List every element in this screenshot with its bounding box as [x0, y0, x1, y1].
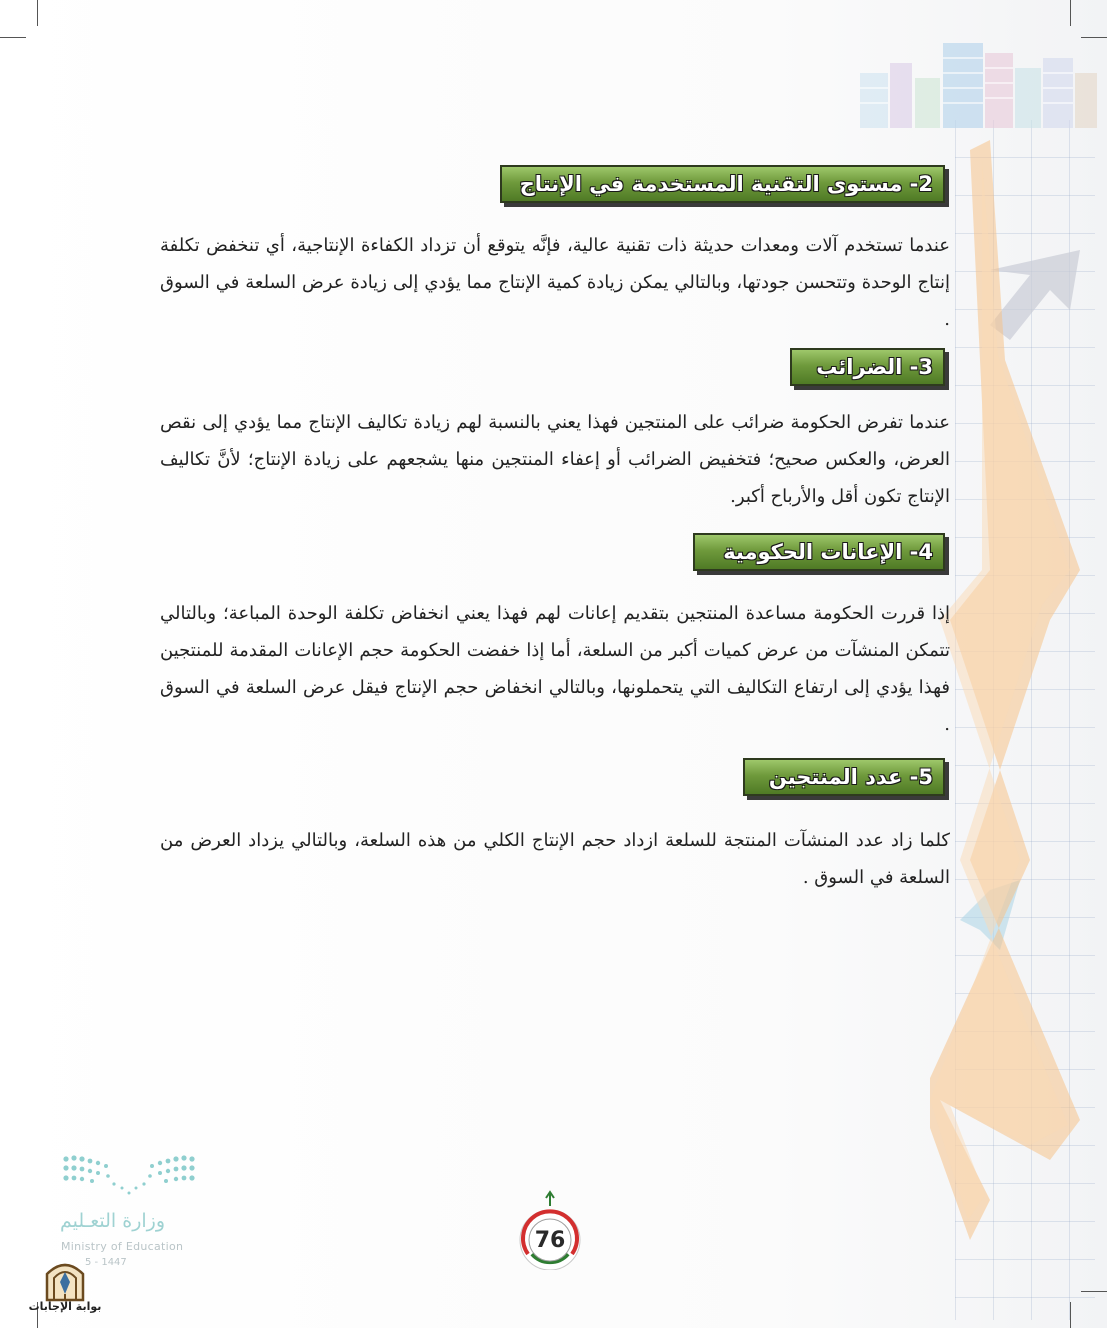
portal-logo-icon — [44, 1256, 86, 1302]
section-heading-taxes — [790, 348, 945, 386]
portal-name: بوابة الإجابات — [28, 1300, 102, 1313]
heading-text: 2- مستوى التقنية المستخدمة في الإنتاج — [519, 172, 933, 196]
section-heading-technology — [500, 165, 945, 203]
heading-text: 4- الإعانات الحكومية — [723, 540, 933, 564]
section-paragraph-producers: كلما زاد عدد المنشآت المنتجة للسلعة ازداد حجم الإنتاج الكلي من هذه السلعة، وبالتالي يزداد العرض من السلعة في السوق . — [160, 830, 950, 888]
page-number: 76 — [534, 1228, 566, 1253]
section-heading-subsidies — [693, 533, 945, 571]
crop-mark — [37, 0, 38, 26]
ministry-logo-icon — [62, 1153, 197, 1199]
crop-mark — [0, 37, 26, 38]
heading-text: 3- الضرائب — [816, 355, 933, 379]
crop-mark — [1070, 0, 1071, 26]
ministry-name-english: Ministry of Education — [61, 1240, 184, 1253]
heading-text: 5- عدد المنتجين — [768, 765, 933, 789]
ministry-name-arabic: وزارة التعـليم — [60, 1210, 166, 1232]
section-paragraph-taxes: عندما تفرض الحكومة ضرائب على المنتجين فهذا يعني بالنسبة لهم زيادة تكاليف الإنتاج مما يؤدي إلى نقص العرض، والعكس صحيح؛ فتخفيض الضرائب أو إعفاء المنتجين منها يشجعهم على زيادة الإنتاج؛ لأنَّ تكاليف الإنتاج تكون أقل والأرباح أكبر. — [160, 412, 950, 507]
edition-year: 5 - 1447 — [85, 1257, 127, 1268]
section-heading-producers — [743, 758, 945, 796]
page-number-badge — [512, 1190, 588, 1270]
section-paragraph-technology: عندما تستخدم آلات ومعدات حديثة ذات تقنية عالية، فإنَّه يتوقع أن تزداد الكفاءة الإنتاجية، أي تنخفض تكلفة إنتاج الوحدة وتتحسن جودتها، وبالتالي يمكن زيادة كمية الإنتاج مما يؤدي إلى زيادة عرض السلعة في السوق . — [160, 235, 950, 330]
section-paragraph-subsidies: إذا قررت الحكومة مساعدة المنتجين بتقديم إعانات لهم فهذا يعني انخفاض تكلفة الوحدة المباعة؛ وبالتالي تتمكن المنشآت من عرض كميات أكبر من السلعة، أما إذا خفضت الحكومة حجم الإعانات المقدمة للمنتجين فهذا يؤدي إلى ارتفاع التكاليف التي يتحملونها، وبالتالي انخفاض حجم الإنتاج فيقل عرض السلعة في السوق . — [160, 603, 951, 735]
decorative-ribbon — [930, 100, 1107, 1320]
